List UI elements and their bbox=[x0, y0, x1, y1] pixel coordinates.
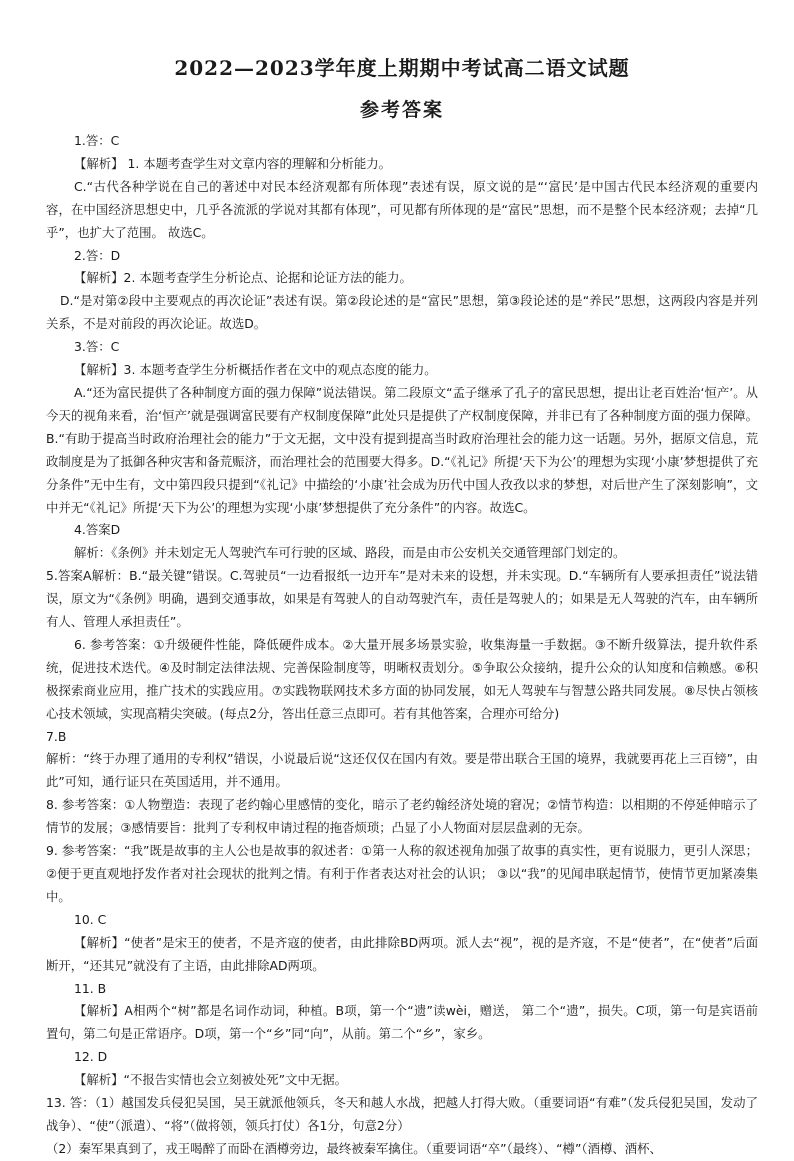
answer-paragraph: 【解析】“不报告实情也会立刻被处死”文中无据。 bbox=[74, 1072, 348, 1088]
answer-paragraph: 【解析】“使者”是宋王的使者，不是齐寇的使者，由此排除BD两项。派人去“视”，视的是齐寇，不是“使者”，在“使者”后面断开，“还其兄”就没有了主语，由此排除AD两项。 bbox=[46, 934, 758, 973]
answer-paragraph: 9. 参考答案：“我”既是故事的主人公也是故事的叙述者：①第一人称的叙述视角加强了故事的真实性，更有说服力，更引人深思； ②便于更直观地抒发作者对社会现状的批判之情。有利于作者表达对社会的认识； ③以“我”的见闻串联起情节，使情节更加紧凑集中。 bbox=[46, 843, 758, 904]
document-body bbox=[46, 130, 758, 1161]
answer-paragraph: 7.B bbox=[46, 728, 67, 744]
answer-paragraph: D.“是对第②段中主要观点的再次论证”表述有误。第②段论述的是“富民”思想，第③段论述的是“养民”思想，这两段内容是并列关系，不是对前段的再次论证。故选D。 bbox=[46, 293, 758, 332]
answer-paragraph: 3.答：C bbox=[74, 339, 120, 355]
answer-paragraph: 2.答：D bbox=[74, 247, 121, 263]
document-subtitle: 参考答案 bbox=[359, 99, 444, 121]
answer-paragraph: 4.答案D bbox=[74, 522, 121, 538]
answer-paragraph: 10. C bbox=[74, 911, 107, 927]
answer-paragraph: 5.答案A解析：B.“最关键”错误。C.驾驶员“一边看报纸一边开车”是对未来的设想，并未实现。D.“车辆所有人要承担责任”说法错误，原文为“《条例》明确，遇到交通事故，如果是有驾驶人的自动驾驶汽车，责任是驾驶人的；如果是无人驾驶的汽车，由车辆所有人、管理人承担责任”。 bbox=[46, 568, 758, 630]
answer-paragraph: C.“古代各种学说在自己的著述中对民本经济观都有所体现”表述有误，原文说的是“‘富民’是中国古代民本经济观的重要内容，在中国经济思想史中，几乎各流派的学说对其都有体现”，可见都有所体现的是“富民”思想，而不是整个民本经济观；去掉“几乎”，也扩大了范围。 故选C。 bbox=[46, 178, 758, 240]
answer-paragraph: 【解析】 1. 本题考查学生对文章内容的理解和分析能力。 bbox=[74, 155, 392, 171]
answer-paragraph: 13. 答：（1）越国发兵侵犯吴国，吴王就派他领兵，冬天和越人水战，把越人打得大败。（重要词语“有难”（发兵侵犯吴国，发动了战争）、“使”（派遣）、“将”（做将领，领兵打仗）各1分，句意2分） bbox=[46, 1095, 758, 1133]
answer-paragraph: 解析：“终于办理了通用的专利权”错误，小说最后说“这还仅仅在国内有效。要是带出联合王国的境界，我就要再花上三百镑”，由此”可知，通行证只在英国适用，并不通用。 bbox=[46, 751, 758, 790]
answer-paragraph: 【解析】3. 本题考查学生分析概括作者在文中的观点态度的能力。 bbox=[74, 362, 437, 378]
answer-paragraph: A.“还为富民提供了各种制度方面的强力保障”说法错误。第二段原文“孟子继承了孔子的富民思想，提出让老百姓治‘恒产’。从今天的视角来看，治‘恒产’就是强调富民要有产权制度保障”此处只是提供了产权制度保障，并非已有了各种制度方面的强力保障。B.“有助于提高当时政府治理社会的能力”于文无据，文中没有提到提高当时政府治理社会的能力这一话题。另外，据原文信息，荒政制度是为了抵御各种灾害和备荒赈济，而治理社会的范围要大得多。D.“《礼记》所提‘天下为公’的理想为实现‘小康’梦想提供了充分条件”无中生有，文中第四段只提到“《礼记》中描绘的‘小康’社会成为历代中国人孜孜以求的梦想，对后世产生了深刻影响”，文中并无“《礼记》所提‘天下为公’的理想为实现‘小康’梦想提供了充分条件”的内容。故选C。 bbox=[46, 384, 758, 515]
answer-paragraph: 6. 参考答案：①升级硬件性能，降低硬件成本。②大量开展多场景实验，收集海量一手数据。③不断升级算法，提升软件系统，促进技术迭代。④及时制定法律法规、完善保险制度等，明晰权责划分。⑤争取公众接纳，提升公众的认知度和信赖感。⑥积极探索商业应用，推广技术的实践应用。⑦实践物联网技术多方面的协同发展，如无人驾驶车与智慧公路共同发展。⑧尽快占领核心技术领域，实现高精尖突破。(每点2分，答出任意三点即可。若有其他答案，合理亦可给分) bbox=[46, 636, 758, 721]
answer-paragraph: 解析：《条例》并未划定无人驾驶汽车可行驶的区域、路段，而是由市公安机关交通管理部门划定的。 bbox=[74, 545, 626, 561]
answer-paragraph: （2）秦军果真到了，戎王喝醉了而卧在酒樽旁边，最终被秦军擒住。（重要词语“卒”（最终）、“樽”（酒樽、酒杯、 bbox=[46, 1140, 662, 1156]
answer-paragraph: 【解析】A相两个“树”都是名词作动词，种植。B项，第一个“遗”读wèi，赠送， 第二个“遗”，损失。C项，第一句是宾语前置句，第二句是正常语序。D项，第一个“乡”同“向”，从前。第二个“乡”，家乡。 bbox=[46, 1003, 758, 1042]
answer-paragraph: 1.答：C bbox=[74, 133, 120, 148]
answer-paragraph: 【解析】2. 本题考查学生分析论点、论据和论证方法的能力。 bbox=[74, 270, 412, 286]
answer-paragraph: 12. D bbox=[74, 1049, 108, 1065]
answer-document bbox=[46, 52, 758, 1161]
document-title: 2022—2023学年度上期期中考试高二语文试题 bbox=[174, 56, 630, 80]
answer-paragraph: 11. B bbox=[74, 980, 107, 996]
answer-paragraph: 8. 参考答案：①人物塑造：表现了老约翰心里感情的变化，暗示了老约翰经济处境的窘况；②情节构造：以相期的不停延伸暗示了情节的发展；③感情要旨：批判了专利权申请过程的拖沓烦琐；凸显了小人物面对层层盘剥的无奈。 bbox=[46, 797, 758, 836]
